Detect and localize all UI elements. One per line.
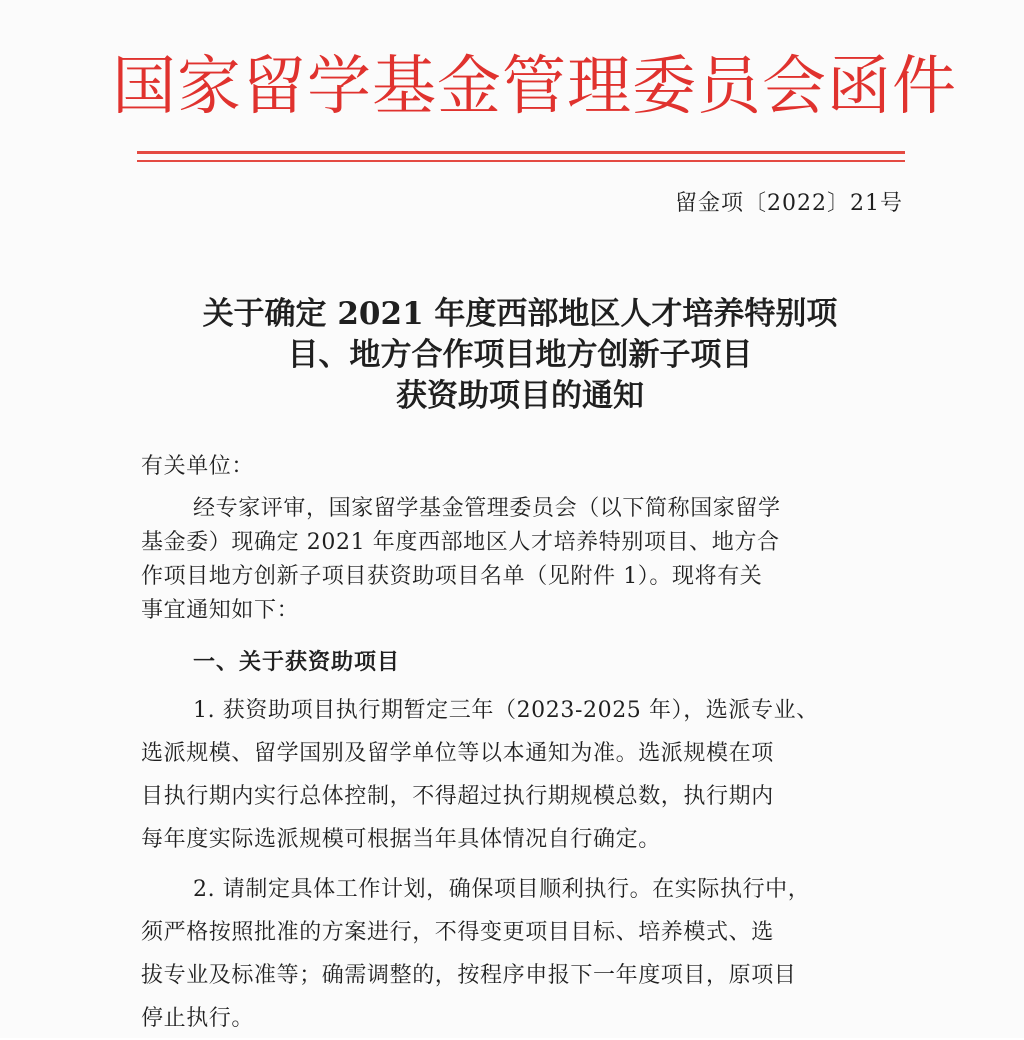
paragraph-line: 事宜通知如下： <box>141 598 300 623</box>
section-heading: 一、关于获资助项目 <box>193 650 401 675</box>
paragraph-item-1 <box>141 689 911 861</box>
paragraph-item-2 <box>141 868 911 1040</box>
document-number: 留金项〔2022〕21号 <box>675 191 903 216</box>
paragraph-line: 1. 获资助项目执行期暂定三年（2023-2025 年），选派专业、 <box>193 698 819 723</box>
paragraph-line: 基金委）现确定 2021 年度西部地区人才培养特别项目、地方合 <box>141 530 780 555</box>
paragraph-line: 经专家评审，国家留学基金管理委员会（以下简称国家留学 <box>193 496 781 521</box>
salutation: 有关单位： <box>141 454 255 479</box>
notice-title-line: 关于确定 2021 年度西部地区人才培养特别项 <box>202 296 838 332</box>
paragraph-line: 作项目地方创新子项目获资助项目名单（见附件 1）。现将有关 <box>141 564 763 589</box>
paragraph-line: 拔专业及标准等；确需调整的，按程序申报下一年度项目，原项目 <box>141 963 797 988</box>
notice-title <box>120 294 920 417</box>
letterhead-rule-thin <box>137 160 905 162</box>
paragraph-line: 选派规模、留学国别及留学单位等以本通知为准。选派规模在项 <box>141 741 774 766</box>
paragraph-line: 须严格按照批准的方案进行，不得变更项目目标、培养模式、选 <box>141 920 774 945</box>
notice-title-line: 目、地方合作项目地方创新子项目 <box>287 337 753 373</box>
paragraph-line: 目执行期内实行总体控制，不得超过执行期规模总数，执行期内 <box>141 784 774 809</box>
paragraph-line: 2. 请制定具体工作计划，确保项目顺利执行。在实际执行中， <box>193 877 811 902</box>
notice-title-line: 获资助项目的通知 <box>396 378 644 414</box>
paragraph-intro <box>141 492 911 628</box>
letterhead-rule-thick <box>137 151 905 154</box>
paragraph-line: 停止执行。 <box>141 1006 255 1031</box>
paragraph-line: 每年度实际选派规模可根据当年具体情况自行确定。 <box>141 827 661 852</box>
letterhead-title: 国家留学基金管理委员会函件 <box>112 50 957 124</box>
